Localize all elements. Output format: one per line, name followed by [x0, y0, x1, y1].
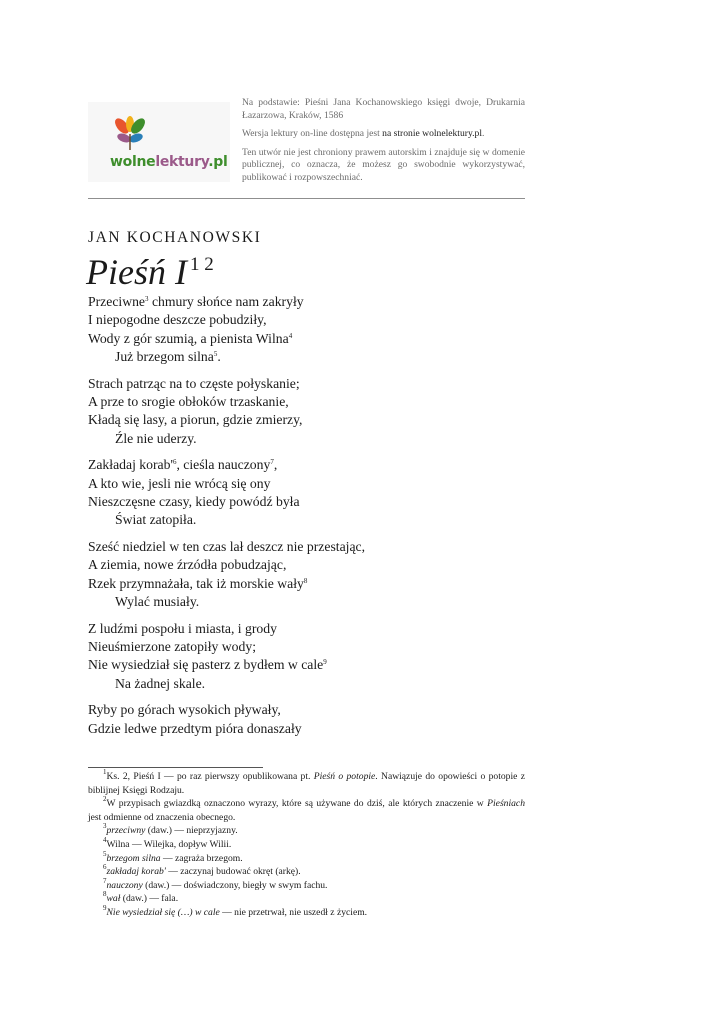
title-footnote-refs[interactable]: 1 2	[189, 254, 214, 275]
online-note: Wersja lektury on-line dostępna jest na stronie wolnelektury.pl.	[242, 128, 485, 140]
footnote-ref[interactable]: 8	[303, 576, 308, 585]
verse-line: Z ludźmi pospołu i miasta, i grody	[88, 620, 277, 636]
footnote-1: $^1$Ks. 2, Pieśń I — po raz pierwszy opublikowana pt. Pieśń o potopie. Nawiązuje do opowieści o potopie z biblijnej Księgi Rodzaju.	[88, 768, 525, 796]
logo-leaves-icon	[110, 116, 150, 152]
footnote-8: $^8$wał (daw.) — fala.	[103, 890, 179, 905]
verse-line: Nieuśmierzone zatopiły wody;	[88, 639, 257, 655]
verse-line: Źle nie uderzy.	[115, 430, 197, 446]
source-note: Na podstawie: Pieśni Jana Kochanowskiego księgi dwoje, Drukarnia Łazarzowa, Kraków, 1586	[242, 97, 525, 121]
stanza-1	[88, 293, 548, 366]
footnote-ref[interactable]: 6	[172, 458, 177, 467]
poem-body	[88, 293, 548, 747]
stanza-5	[88, 620, 548, 693]
verse-line: Gdzie ledwe przedtym pióra donaszały	[88, 720, 302, 736]
stanza-4	[88, 538, 548, 611]
footnote-ref[interactable]: 4	[288, 331, 293, 340]
stanza-2	[88, 375, 548, 448]
footnote-9: $^9$Nie wysiedział się (…) w cale — nie przetrwał, nie uszedł z życiem.	[103, 903, 368, 918]
verse-line: Nieszczęsne czasy, kiedy powódź była	[88, 493, 300, 509]
footnotes	[88, 770, 525, 920]
author-name: JAN KOCHANOWSKI	[88, 229, 262, 246]
verse-line: Nie wysiedział się pasterz z bydłem w cale$^9$	[88, 657, 327, 673]
verse-line: Ryby po górach wysokich pływały,	[88, 702, 281, 718]
verse-line: Na żadnej skale.	[115, 675, 206, 691]
license-note: Ten utwór nie jest chroniony prawem autorskim i znajduje się w domenie publicznej, co oznacza, że możesz go swobodnie wykorzystywać, publikować i rozpowszechniać.	[242, 146, 525, 183]
footnote-6: $^6$zakładaj korab' — zaczynaj budować okręt (arkę).	[103, 863, 301, 878]
verse-line: Sześć niedziel w ten czas lał deszcz nie przestając,	[88, 539, 366, 555]
footnote-7: $^7$nauczony (daw.) — doświadczony, biegły w swym fachu.	[103, 876, 328, 891]
verse-line: I niepogodne deszcze pobudziły,	[88, 312, 267, 328]
footnote-2: $^2$W przypisach gwiazdką oznaczono wyrazy, które są używane do dziś, ale których znaczenie w Pieśniach jest odmienne od znaczenia obecnego.	[88, 795, 525, 823]
footnote-ref[interactable]: 7	[270, 458, 274, 467]
verse-line: Wody z gór szumią, a pienista Wilna$^4$	[88, 330, 293, 346]
footnote-ref[interactable]: 9	[323, 658, 327, 667]
verse-line: Rzek przymnażała, tak iż morskie wały$^8$	[88, 575, 308, 591]
verse-line: A prze to srogie obłoków trzaskanie,	[88, 393, 289, 409]
wolnelektury-logo[interactable]	[88, 102, 230, 182]
footnote-ref[interactable]: 5	[213, 349, 218, 358]
poem-title: Pieśń I $^{1 2}$	[86, 252, 214, 292]
edition-info	[242, 97, 525, 191]
verse-line: Zakładaj $korab'^6$, cieśla nauczony$^7$,	[88, 457, 278, 473]
verse-line: Przeciwne$^3$ chmury słońce nam zakryły	[88, 294, 304, 309]
verse-line: A kto wie, jesli nie wrócą się ony	[88, 475, 271, 491]
verse-line: A ziemia, nowe źrzódła pobudzając,	[88, 557, 287, 573]
logo-wordmark: wolnelektury.pl	[110, 154, 228, 170]
verse-line: Strach patrząc na to częste połyskanie;	[88, 375, 300, 391]
footnote-4: $^4$Wilna — Wilejka, dopływ Wilii.	[103, 835, 232, 850]
footnote-ref[interactable]: 3	[145, 295, 149, 303]
header-divider	[88, 198, 525, 199]
footnote-3: $^3$przeciwny (daw.) — nieprzyjazny.	[103, 822, 238, 837]
verse-line: Już brzegom silna$^5$.	[115, 348, 221, 364]
verse-line: Świat zatopiła.	[115, 512, 197, 528]
book-header	[88, 92, 525, 198]
verse-line: Wylać musiały.	[115, 593, 200, 609]
stanza-6	[88, 701, 548, 738]
verse-line: Kładą się lasy, a piorun, gdzie zmierzy,	[88, 412, 303, 428]
footnote-5: $^5$brzegom silna — zagraża brzegom.	[103, 849, 243, 864]
wolnelektury-link[interactable]: na stronie wolnelektury.pl	[382, 128, 482, 140]
stanza-3	[88, 456, 548, 529]
footnote-divider	[88, 767, 263, 768]
